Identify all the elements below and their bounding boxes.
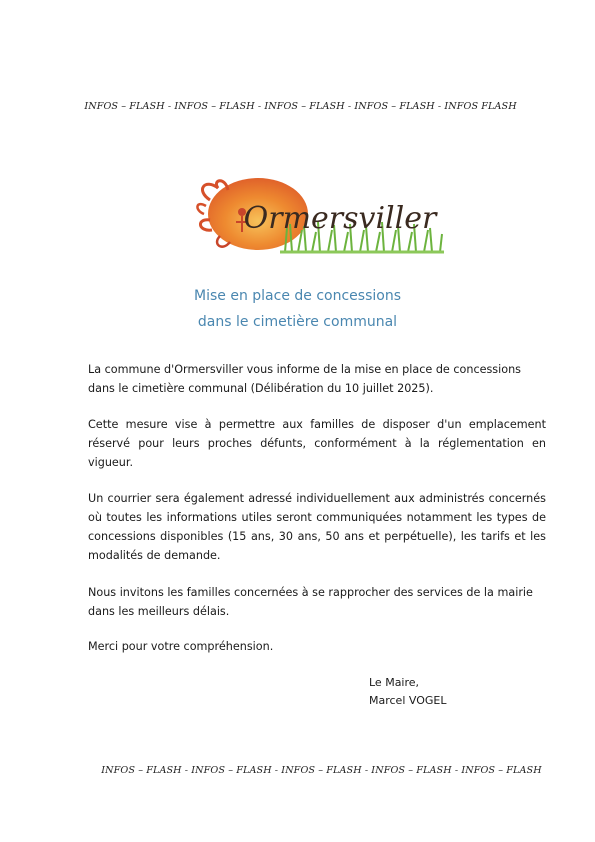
page-title-line-1: Mise en place de concessions <box>194 288 401 304</box>
banner-bottom: INFOS – FLASH - INFOS – FLASH - INFOS – FLASH - INFOS – FLASH - INFOS – FLASH <box>101 765 542 776</box>
logo-text: Ormersviller <box>243 201 437 236</box>
banner-top: INFOS – FLASH - INFOS – FLASH - INFOS – FLASH - INFOS – FLASH - INFOS FLASH <box>84 101 517 112</box>
signature-role: Le Maire, <box>369 676 420 689</box>
signature-name: Marcel VOGEL <box>369 694 447 707</box>
page-title-line-2: dans le cimetière communal <box>197 314 398 330</box>
ormersviller-logo <box>190 170 445 255</box>
paragraph-mail-info: Un courrier sera également adressé individuellement aux administrés concernés où toutes les informations utiles seront communiquées notamment les types de concessions disponibles (15 ans, 30 ans, 50 ans et perpétuelle), les tarifs et les modalités de demande. <box>88 492 546 562</box>
paragraph-purpose: Cette mesure vise à permettre aux familles de disposer d'un emplacement réservé pour leurs proches défunts, conformément à la réglementation en vigueur. <box>88 418 546 469</box>
paragraph-announcement: La commune d'Ormersviller vous informe de la mise en place de concessions dans le cimetière communal (Délibération du 10 juillet 2025). <box>88 363 522 395</box>
paragraph-thanks: Merci pour votre compréhension. <box>88 640 274 653</box>
paragraph-invitation: Nous invitons les familles concernées à se rapprocher des services de la mairie dans les meilleurs délais. <box>88 586 533 618</box>
